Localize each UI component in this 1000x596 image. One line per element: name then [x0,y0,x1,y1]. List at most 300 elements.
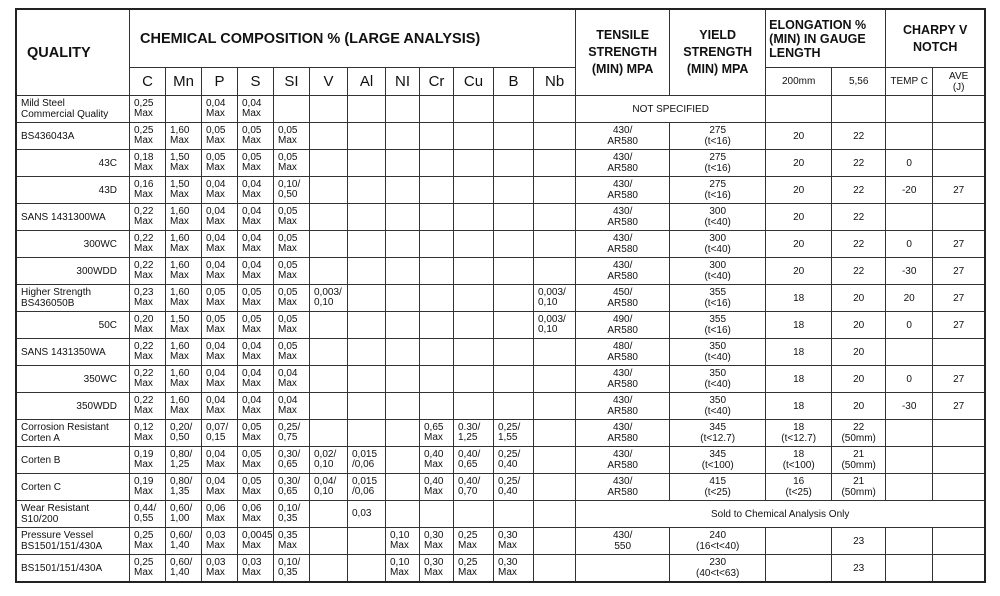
charpy-temp-value [886,474,933,501]
elong-556-value: 20 [832,285,886,312]
charpy-ave-value [933,447,985,474]
chem-mn-value: 1,60 Max [166,393,202,420]
chem-nb-value: 0,003/ 0,10 [534,285,576,312]
charpy-temp-value: 20 [886,285,933,312]
chem-ni-value: 0,10 Max [386,555,420,582]
chem-cr-value [420,501,454,528]
chem-si-value: 0,10/ 0,35 [274,501,310,528]
chem-s-value: 0,04 Max [238,339,274,366]
charpy-ave-value [933,555,985,582]
elongation-header: ELONGATION % (MIN) IN GAUGE LENGTH [766,10,886,68]
chem-cr-value [420,312,454,339]
chem-ni-value [386,285,420,312]
charpy-ave-value [933,528,985,555]
yield-value: 350 (t<40) [670,393,766,420]
spec-table [16,9,985,582]
element-header-cu: Cu [454,68,494,96]
yield-value: 415 (t<25) [670,474,766,501]
chem-cu-value [454,96,494,123]
quality-label: 50C [17,312,130,339]
chem-ni-value [386,393,420,420]
chem-p-value: 0,04 Max [202,96,238,123]
chem-si-value: 0,30/ 0,65 [274,447,310,474]
chem-s-value: 0,05 Max [238,447,274,474]
charpy-ave-value [933,339,985,366]
chem-nb-value: 0,003/ 0,10 [534,312,576,339]
charpy-temp-value: -30 [886,393,933,420]
chemical-analysis-note: Sold to Chemical Analysis Only [576,501,985,528]
chem-ni-value [386,258,420,285]
element-header-c: C [130,68,166,96]
chem-cr-value [420,231,454,258]
quality-label: 43C [17,150,130,177]
yield-value: 355 (t<16) [670,285,766,312]
chem-p-value: 0,04 Max [202,258,238,285]
chem-s-value: 0,05 Max [238,420,274,447]
chem-cu-value: 0,40/ 0,70 [454,474,494,501]
chem-nb-value [534,447,576,474]
table-row [17,393,985,420]
tensile-value: 430/ AR580 [576,393,670,420]
chem-b-value [494,177,534,204]
chem-cu-value [454,231,494,258]
quality-label: Wear Resistant S10/200 [17,501,130,528]
chem-v-value [310,258,348,285]
chem-v-value: 0,003/ 0,10 [310,285,348,312]
chem-v-value [310,150,348,177]
chem-si-value: 0,05 Max [274,339,310,366]
quality-label: SANS 1431300WA [17,204,130,231]
chem-si-value: 0,30/ 0,65 [274,474,310,501]
charpy-temp-value: 0 [886,366,933,393]
elong-200-value [766,96,832,123]
yield-value: 300 (t<40) [670,258,766,285]
chem-si-value: 0,05 Max [274,258,310,285]
chem-al-value: 0,015 /0,06 [348,474,386,501]
chem-nb-value [534,474,576,501]
chem-cr-value [420,339,454,366]
chem-al-value: 0,03 [348,501,386,528]
elong-556-value: 23 [832,555,886,582]
chem-mn-value: 0,60/ 1,40 [166,555,202,582]
elong-556-value: 20 [832,393,886,420]
table-row [17,231,985,258]
chem-mn-value: 0,80/ 1,35 [166,474,202,501]
charpy-temp-value: 0 [886,231,933,258]
chem-al-value [348,204,386,231]
table-row [17,474,985,501]
elong-200-value: 18 [766,366,832,393]
yield-value: 350 (t<40) [670,366,766,393]
chem-mn-value: 1,60 Max [166,123,202,150]
chem-b-value [494,123,534,150]
table-row [17,555,985,582]
chem-s-value: 0,05 Max [238,474,274,501]
chem-al-value [348,312,386,339]
chem-cu-value [454,393,494,420]
quality-header: QUALITY [17,10,130,96]
charpy-header: CHARPY V NOTCH [886,10,985,68]
chem-v-value [310,96,348,123]
chem-v-value [310,339,348,366]
chem-p-value: 0,03 Max [202,555,238,582]
chem-cu-value: 0,40/ 0,65 [454,447,494,474]
chem-si-value: 0,05 Max [274,231,310,258]
chem-al-value [348,258,386,285]
chem-b-value [494,258,534,285]
yield-value: 355 (t<16) [670,312,766,339]
chem-si-value: 0,05 Max [274,150,310,177]
charpy-ave-value [933,96,985,123]
yield-value: 240 (16<t<40) [670,528,766,555]
element-header-si: SI [274,68,310,96]
elong-200-value: 18 [766,339,832,366]
charpy-temp-value [886,123,933,150]
elong-200-value: 18 (t<12.7) [766,420,832,447]
chem-p-value: 0,05 Max [202,312,238,339]
chem-v-value [310,204,348,231]
table-row [17,312,985,339]
chem-cr-value [420,366,454,393]
chem-c-value: 0,22 Max [130,339,166,366]
yield-strength-header: YIELD STRENGTH (MIN) MPA [670,10,766,96]
elong-200-value: 18 [766,285,832,312]
chem-si-value: 0,05 Max [274,285,310,312]
chem-ni-value [386,366,420,393]
quality-label: Higher Strength BS436050B [17,285,130,312]
element-header-p: P [202,68,238,96]
chem-nb-value [534,177,576,204]
chem-p-value: 0,05 Max [202,150,238,177]
table-row [17,150,985,177]
chem-ni-value [386,177,420,204]
tensile-value: 430/ AR580 [576,447,670,474]
charpy-temp-value: 0 [886,312,933,339]
chem-mn-value: 0,60/ 1,00 [166,501,202,528]
table-row [17,366,985,393]
tensile-value: 430/ AR580 [576,474,670,501]
chem-cu-value: 0,25 Max [454,555,494,582]
chem-al-value [348,231,386,258]
chem-mn-value: 1,60 Max [166,285,202,312]
chem-s-value: 0,04 Max [238,231,274,258]
chem-ni-value [386,204,420,231]
chem-b-value: 0,25/ 0,40 [494,447,534,474]
quality-label: 43D [17,177,130,204]
elong-200-value: 16 (t<25) [766,474,832,501]
chem-v-value [310,123,348,150]
chem-v-value [310,555,348,582]
chem-cu-value [454,366,494,393]
chem-cr-value [420,393,454,420]
quality-label: Pressure Vessel BS1501/151/430A [17,528,130,555]
charpy-ave-value: 27 [933,231,985,258]
chem-al-value [348,393,386,420]
elong-556-value: 23 [832,528,886,555]
chem-c-value: 0,20 Max [130,312,166,339]
chem-mn-value [166,96,202,123]
chem-al-value [348,555,386,582]
charpy-ave-value: 27 [933,285,985,312]
elong-200-value: 20 [766,123,832,150]
chem-b-value: 0,25/ 0,40 [494,474,534,501]
not-specified-note: NOT SPECIFIED [576,96,766,123]
chem-si-value: 0,35 Max [274,528,310,555]
charpy-ave-value: 27 [933,366,985,393]
chem-c-value: 0,22 Max [130,231,166,258]
quality-label: 300WDD [17,258,130,285]
element-header-b: B [494,68,534,96]
chem-si-value: 0,25/ 0,75 [274,420,310,447]
chem-ni-value [386,420,420,447]
chem-v-value [310,366,348,393]
element-header-nb: Nb [534,68,576,96]
chem-cr-value [420,96,454,123]
chem-b-value [494,231,534,258]
chem-si-value: 0,05 Max [274,312,310,339]
element-header-row [17,68,985,96]
element-header-mn: Mn [166,68,202,96]
table-row [17,177,985,204]
tensile-value: 430/ AR580 [576,231,670,258]
chem-al-value: 0,015 /0,06 [348,447,386,474]
chem-ni-value [386,339,420,366]
chem-c-value: 0,44/ 0,55 [130,501,166,528]
chem-p-value: 0,03 Max [202,528,238,555]
chem-b-value [494,96,534,123]
chem-s-value: 0,04 Max [238,177,274,204]
chem-mn-value: 1,60 Max [166,339,202,366]
chem-v-value [310,501,348,528]
tensile-value: 430/ AR580 [576,150,670,177]
charpy-temp-value [886,528,933,555]
chem-b-value [494,312,534,339]
charpy-ave-value: 27 [933,177,985,204]
chem-cr-value: 0,65 Max [420,420,454,447]
tensile-value: 430/ AR580 [576,366,670,393]
chem-nb-value [534,231,576,258]
chem-mn-value: 0,60/ 1,40 [166,528,202,555]
chem-b-value [494,285,534,312]
charpy-temp-value: -20 [886,177,933,204]
tensile-value: 430/ AR580 [576,123,670,150]
table-row [17,96,985,123]
chem-cu-value [454,501,494,528]
chem-c-value: 0,18 Max [130,150,166,177]
elong-556-value: 22 [832,258,886,285]
tensile-value: 490/ AR580 [576,312,670,339]
chem-al-value [348,285,386,312]
chem-v-value: 0,02/ 0,10 [310,447,348,474]
chem-nb-value [534,420,576,447]
chem-c-value: 0,16 Max [130,177,166,204]
charpy-temp-value: -30 [886,258,933,285]
chem-cu-value: 0,25 Max [454,528,494,555]
chem-b-value [494,393,534,420]
charpy-ave-value [933,123,985,150]
chem-cu-value [454,312,494,339]
charpy-temp-value [886,420,933,447]
chem-cu-value [454,150,494,177]
chem-v-value [310,231,348,258]
chem-p-value: 0,05 Max [202,123,238,150]
element-header-s: S [238,68,274,96]
elong-556-value: 22 [832,177,886,204]
chem-s-value: 0,04 Max [238,258,274,285]
charpy-ave-value [933,150,985,177]
yield-value: 275 (t<16) [670,150,766,177]
chem-nb-value [534,501,576,528]
chem-nb-value [534,555,576,582]
elong-556-value: 21 (50mm) [832,447,886,474]
chem-cr-value: 0,40 Max [420,447,454,474]
yield-value: 345 (t<100) [670,447,766,474]
chem-b-value: 0,25/ 1,55 [494,420,534,447]
chem-cr-value [420,150,454,177]
chem-al-value [348,96,386,123]
chem-cr-value: 0,40 Max [420,474,454,501]
quality-label: SANS 1431350WA [17,339,130,366]
element-header-ni: NI [386,68,420,96]
chem-si-value: 0,05 Max [274,123,310,150]
elong-556-value: 22 [832,150,886,177]
table-row [17,447,985,474]
chem-cr-value [420,204,454,231]
quality-label: Corrosion Resistant Corten A [17,420,130,447]
elong-556-value: 22 [832,231,886,258]
chem-nb-value [534,150,576,177]
chem-cu-value: 0.30/ 1,25 [454,420,494,447]
chem-cu-value [454,339,494,366]
chem-c-value: 0,19 Max [130,447,166,474]
elong-556-value: 20 [832,312,886,339]
chem-al-value [348,420,386,447]
charpy-ave-value [933,474,985,501]
element-header-v: V [310,68,348,96]
charpy-ave-value: 27 [933,258,985,285]
chem-b-value [494,339,534,366]
table-row [17,285,985,312]
chem-c-value: 0,22 Max [130,366,166,393]
header-row [17,10,985,68]
table-row [17,123,985,150]
chem-ni-value [386,231,420,258]
chem-v-value [310,528,348,555]
chem-ni-value [386,123,420,150]
chem-si-value: 0,10/ 0,50 [274,177,310,204]
yield-value: 350 (t<40) [670,339,766,366]
chem-cr-value [420,177,454,204]
tensile-value: 430/ AR580 [576,177,670,204]
quality-label: Mild Steel Commercial Quality [17,96,130,123]
chem-nb-value [534,366,576,393]
chem-al-value [348,150,386,177]
chem-v-value [310,177,348,204]
chem-s-value: 0,04 Max [238,204,274,231]
chem-al-value [348,339,386,366]
chem-v-value: 0,04/ 0,10 [310,474,348,501]
chem-b-value: 0,30 Max [494,555,534,582]
charpy-ave-value: 27 [933,312,985,339]
elong-200-value: 20 [766,150,832,177]
chem-cr-value [420,258,454,285]
chem-cu-value [454,204,494,231]
tensile-value: 430/ 550 [576,528,670,555]
charpy-temp-value [886,204,933,231]
charpy-ave-value [933,204,985,231]
chem-s-value: 0,05 Max [238,285,274,312]
chem-s-value: 0,05 Max [238,123,274,150]
quality-label: Corten C [17,474,130,501]
chem-cr-value: 0,30 Max [420,555,454,582]
chem-c-value: 0,25 Max [130,96,166,123]
chem-p-value: 0,04 Max [202,177,238,204]
chem-mn-value: 0,20/ 0,50 [166,420,202,447]
chem-al-value [348,177,386,204]
quality-label: 350WDD [17,393,130,420]
chem-p-value: 0,04 Max [202,393,238,420]
chem-cr-value [420,123,454,150]
yield-value: 275 (t<16) [670,177,766,204]
elong-556-value: 22 [832,123,886,150]
chem-c-value: 0,22 Max [130,258,166,285]
chem-v-value [310,312,348,339]
chem-c-value: 0,23 Max [130,285,166,312]
chem-s-value: 0,04 Max [238,393,274,420]
chem-v-value [310,393,348,420]
chem-nb-value [534,204,576,231]
tensile-strength-header: TENSILE STRENGTH (MIN) MPA [576,10,670,96]
chem-al-value [348,366,386,393]
chem-c-value: 0,22 Max [130,393,166,420]
chem-c-value: 0,12 Max [130,420,166,447]
chem-mn-value: 1,50 Max [166,177,202,204]
chem-nb-value [534,258,576,285]
chem-ni-value [386,474,420,501]
elong-200-value: 20 [766,204,832,231]
elong-200-value: 20 [766,258,832,285]
chem-cu-value [454,258,494,285]
chem-ni-value [386,501,420,528]
chem-si-value: 0,04 Max [274,393,310,420]
chem-b-value [494,150,534,177]
elong-556-value: 22 (50mm) [832,420,886,447]
chem-si-value: 0,05 Max [274,204,310,231]
tensile-value: 430/ AR580 [576,258,670,285]
chem-b-value [494,204,534,231]
chem-mn-value: 0,80/ 1,25 [166,447,202,474]
chem-mn-value: 1,60 Max [166,204,202,231]
chem-p-value: 0,04 Max [202,204,238,231]
chem-nb-value [534,96,576,123]
chem-mn-value: 1,60 Max [166,231,202,258]
chem-si-value: 0,10/ 0,35 [274,555,310,582]
chem-cr-value [420,285,454,312]
chem-p-value: 0,04 Max [202,474,238,501]
charpy-ave-value: 27 [933,393,985,420]
elong-200-value [766,528,832,555]
elong-200-value: 18 (t<100) [766,447,832,474]
tensile-value: 430/ AR580 [576,420,670,447]
chem-nb-value [534,393,576,420]
yield-value: 300 (t<40) [670,204,766,231]
temp-header: TEMP C [886,68,933,96]
quality-label: 300WC [17,231,130,258]
elong-200-value: 18 [766,393,832,420]
chem-p-value: 0,06 Max [202,501,238,528]
chem-ni-value [386,96,420,123]
chem-nb-value [534,339,576,366]
